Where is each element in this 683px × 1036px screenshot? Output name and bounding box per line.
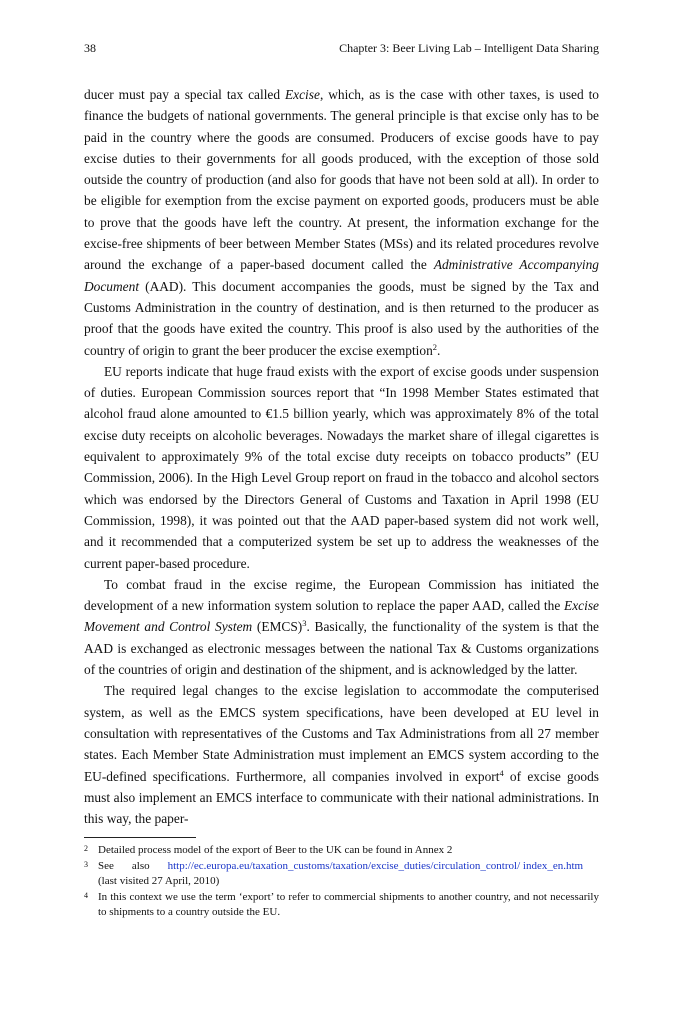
footnote-text: In this context we use the term ‘export’ to refer to commercial shipments to another country, and not necessarily to shipments to a country outside the EU. [98,890,599,919]
footnote-see-word: See [98,859,114,872]
page-number: 38 [84,41,96,55]
term-emcs: Excise Movement and Control System [84,598,599,635]
paragraph-3-text: (EMCS) [252,619,303,635]
footnote-text: (last visited 27 April, 2010) [98,875,220,888]
footnotes [84,843,599,921]
footnote-ref-4[interactable]: 4 [499,767,504,778]
footnote-divider [84,837,196,838]
footnote-also-word: also [131,859,150,872]
paragraph-4-text: The required legal changes to the excise legislation to accommodate the computerised system, as well as the EMCS system specifications, have been developed at EU level in consultation with representatives of the Customs and Tax Administrations from all 27 member states. Each Member State Administration must implement an EMCS system according to the EU-defined specifications. Furthermore, all companies involved in export [84,683,599,784]
paragraph-2: EU reports indicate that huge fraud exists with the export of excise goods under suspension of duties. European Commission sources report that “In 1998 Member States estimated that alcohol fraud alone amounted to €1.5 billion yearly, which was approximately 8% of the total excise duty receipts on alcoholic beverages. Nowadays the market share of illegal cigarettes is equivalent to approximately 9% of the total excise duty receipts on tobacco products” (EU Commission, 2006). In the High Level Group report on fraud in the tobacco and alcohol sectors which was endorsed by the Directors General of Customs and Taxation in April 1998 (EU Commission, 1998), it was pointed out that the AAD paper-based system did not work well, and it recommended that a computerized system be set up to address the weaknesses of the current paper-based procedure. [84,363,599,571]
footnote-2 [84,843,599,859]
footnote-number: 2 [84,844,88,853]
footnote-4 [84,890,599,921]
footnote-text: Detailed process model of the export of Beer to the UK can be found in Annex 2 [98,844,453,856]
paragraph-4-text: of excise goods must also implement an EMCS interface to communicate with their national administrations. In this way, the paper- [84,768,599,827]
paragraph-3-text: To combat fraud in the excise regime, the European Commission has initiated the development of a new information system solution to replace the paper AAD, called the [84,576,599,614]
running-head: Chapter 3: Beer Living Lab – Intelligent Data Sharing [339,41,599,55]
paragraph-1 [84,84,599,361]
footnote-number: 4 [84,890,88,900]
paragraph-1-text: . [437,342,441,358]
paragraph-4 [84,680,599,829]
term-aad: Administrative Accompanying Document [84,257,599,294]
excise-url-link[interactable]: http://ec.europa.eu/taxation_customs/taxation/excise_duties/circulation_control/ index_en.htm [167,859,584,872]
footnote-number: 3 [84,859,88,869]
footnote-3 [84,859,599,890]
paragraph-1-text: ducer must pay a special tax called [84,87,285,102]
paragraph-3-text: . Basically, the functionality of the system is that the AAD is exchanged as electronic messages between the national Tax & Customs organizations of the countries of origin and destination of the shipment, and is acknowledged by the latter. [84,619,599,678]
body-text [84,84,599,829]
footnote-ref-3[interactable]: 3 [302,618,307,629]
term-excise: Excise [284,87,320,102]
paragraph-1-text: , which, as is the case with other taxes, is used to finance the budgets of national governments. The general principle is that excise only has to be paid in the country where the goods are consumed. Producers of excise goods have to pay excise duties to their governments for all goods produced, with the exception of those sold outside the country of production (and also for goods that have not been sold at all). In order to be eligible for exemption from the excise payment on exported goods, producers must be able to prove that the goods have left the country. At present, the information exchange for the excise-free shipments of beer between Member States (MSs) and its related procedures revolve around the exchange of a paper-based document called the [84,87,599,273]
paragraph-1-text: (AAD). This document accompanies the goods, must be signed by the Tax and Customs Administration in the country of destination, and is then returned to the producer as proof that the goods have exited the country. This proof is also used by the authorities of the country of origin to grant the beer producer the excise exemption [84,278,599,358]
footnote-ref-2[interactable]: 2 [432,341,438,352]
paragraph-3 [84,574,599,680]
page-header [84,38,599,58]
